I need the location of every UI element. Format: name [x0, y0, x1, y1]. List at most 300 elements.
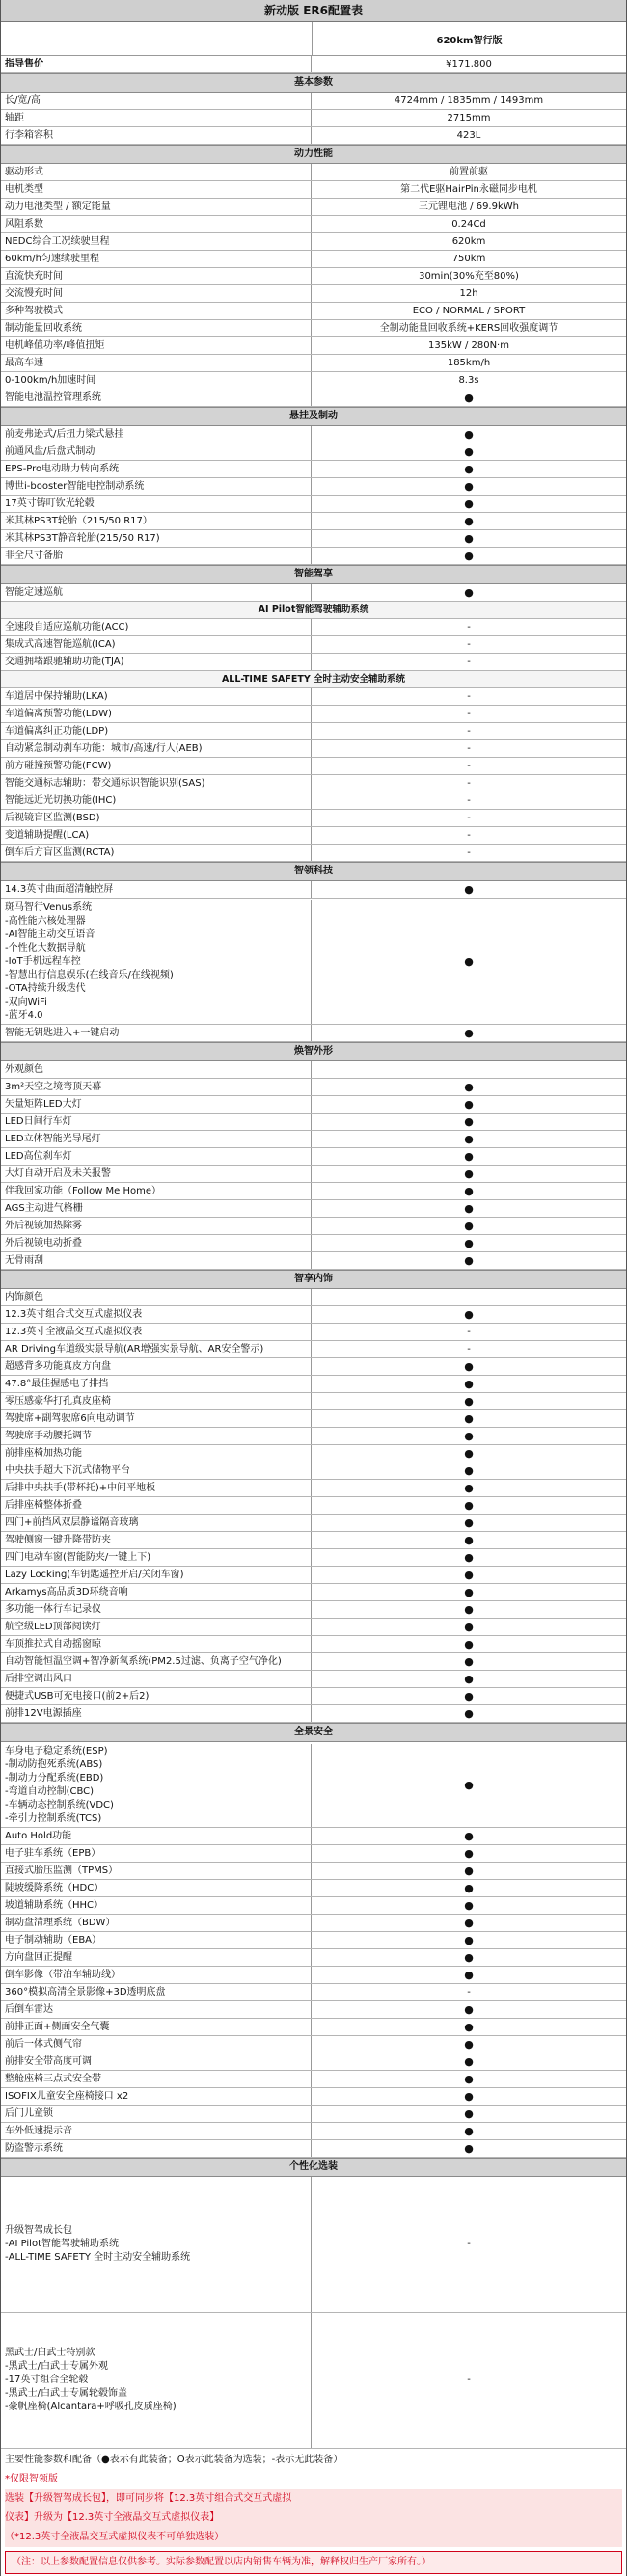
- spec-label: LED高位刹车灯: [1, 1148, 312, 1165]
- spec-label: 零压感豪华打孔真皮座椅: [1, 1393, 312, 1409]
- spec-label: 智能交通标志辅助：带交通标识智能识别(SAS): [1, 775, 312, 792]
- standard-dot: ●: [464, 1080, 474, 1093]
- standard-dot: ●: [464, 1307, 474, 1321]
- not-available-dash: -: [467, 2239, 471, 2249]
- standard-dot: ●: [464, 1359, 474, 1373]
- spec-row: [1, 1393, 626, 1410]
- standard-dot: ●: [464, 1706, 474, 1720]
- standard-dot: ●: [464, 1779, 474, 1791]
- spec-label: 智能电池温控管理系统: [1, 389, 312, 406]
- spec-row: [1, 2053, 626, 2071]
- spec-label: 外观颜色: [1, 1061, 312, 1078]
- spec-label: 直流快充时间: [1, 268, 312, 284]
- standard-dot: ●: [464, 2106, 474, 2120]
- spec-value: 0.24Cd: [451, 218, 486, 229]
- spec-value: 前置前驱: [450, 166, 488, 177]
- spec-row: [1, 1148, 626, 1166]
- spec-row: [1, 2106, 626, 2123]
- spec-label: Arkamys高品质3D环绕音响: [1, 1584, 312, 1600]
- not-available-dash: -: [467, 846, 471, 858]
- standard-dot: ●: [464, 1219, 474, 1232]
- model-header-row: [1, 22, 626, 56]
- spec-row: [1, 1445, 626, 1462]
- legend-note: 主要性能参数和配备（●表示有此装备；O表示此装备为选装；-表示无此装备）: [5, 2455, 343, 2465]
- spec-row: [1, 1183, 626, 1200]
- spec-row: [1, 740, 626, 758]
- spec-label: 车顶推拉式自动摇窗晾: [1, 1636, 312, 1652]
- spec-row: [1, 1462, 626, 1480]
- spec-row: [1, 389, 626, 407]
- spec-label: 伴我回家功能（Follow Me Home）: [1, 1183, 312, 1199]
- spec-row: [1, 530, 626, 548]
- standard-dot: ●: [464, 1968, 474, 1981]
- standard-dot: ●: [464, 1463, 474, 1477]
- spec-row: [1, 93, 626, 110]
- standard-dot: ●: [464, 531, 474, 545]
- spec-label: 风阻系数: [1, 216, 312, 232]
- spec-row: [1, 1252, 626, 1270]
- spec-row: [1, 584, 626, 602]
- standard-dot: ●: [464, 2054, 474, 2068]
- spec-value: 423L: [456, 129, 481, 141]
- subsection-header: ALL-TIME SAFETY 全时主动安全辅助系统: [1, 671, 626, 688]
- spec-label: 航空级LED顶部阅读灯: [1, 1619, 312, 1635]
- spec-label: 集成式高速智能巡航(ICA): [1, 636, 312, 653]
- standard-dot: ●: [464, 1950, 474, 1964]
- spec-row: [1, 881, 626, 899]
- spec-row: [1, 827, 626, 845]
- spec-label: LED日间行车灯: [1, 1114, 312, 1130]
- spec-label: 内饰颜色: [1, 1289, 312, 1305]
- spec-row: [1, 355, 626, 372]
- spec-label: 前排12V电源插座: [1, 1705, 312, 1722]
- standard-dot: ●: [464, 1097, 474, 1111]
- spec-label: 交流慢充时间: [1, 285, 312, 302]
- spec-label: 方向盘回正提醒: [1, 1949, 312, 1966]
- not-available-dash: -: [467, 1326, 471, 1337]
- spec-row: [1, 337, 626, 355]
- spec-label: 后排空调出风口: [1, 1671, 312, 1687]
- spec-row: [1, 2313, 626, 2449]
- spec-row: [1, 233, 626, 251]
- spec-row: [1, 619, 626, 636]
- page-title: 新动版 ER6配置表: [1, 0, 626, 22]
- spec-row: [1, 1428, 626, 1445]
- spec-label: 后门儿童锁: [1, 2106, 312, 2122]
- spec-row: [1, 1828, 626, 1845]
- spec-label: 车道偏离纠正功能(LDP): [1, 723, 312, 739]
- spec-label: 前排安全带高度可调: [1, 2053, 312, 2070]
- spec-row: [1, 1532, 626, 1549]
- spec-label: 制动能量回收系统: [1, 320, 312, 336]
- spec-label: 倒车影像（带泊车辅助线）: [1, 1967, 312, 1983]
- spec-label: ISOFIX儿童安全座椅接口 x2: [1, 2088, 312, 2105]
- standard-dot: ●: [464, 1184, 474, 1197]
- spec-row: [1, 1688, 626, 1705]
- standard-dot: ●: [464, 585, 474, 599]
- spec-row: [1, 1967, 626, 1984]
- spec-label: 车道偏离预警功能(LDW): [1, 706, 312, 722]
- spec-label: 自动智能恒温空调+智净新氧系统(PM2.5过滤、负离子空气净化): [1, 1653, 312, 1670]
- spec-row: [1, 1897, 626, 1915]
- spec-label: 17英寸铸叮钦光轮毂: [1, 496, 312, 512]
- footer: [1, 2449, 626, 2576]
- spec-label: 3m²天空之境弯顶天幕: [1, 1079, 312, 1095]
- spec-row: [1, 775, 626, 792]
- standard-dot: ●: [464, 427, 474, 441]
- standard-dot: ●: [464, 1568, 474, 1581]
- spec-row: [1, 478, 626, 496]
- standard-dot: ●: [464, 1533, 474, 1546]
- spec-row: [1, 1376, 626, 1393]
- spec-label: 米其林PS3T静音轮胎(215/50 R17): [1, 530, 312, 547]
- spec-label: 便捷式USB可充电接口(前2+后2): [1, 1688, 312, 1704]
- spec-label: AGS主动进气格栅: [1, 1200, 312, 1217]
- section-header: 动力性能: [1, 145, 626, 164]
- spec-value: [312, 1061, 626, 1078]
- not-available-dash: -: [467, 1343, 471, 1355]
- spec-row: [1, 706, 626, 723]
- standard-dot: ●: [464, 1637, 474, 1650]
- spec-label: 博世i-booster智能电控制动系统: [1, 478, 312, 495]
- spec-label: 驾驶侧窗一键升降带防夹: [1, 1532, 312, 1548]
- spec-row: [1, 2177, 626, 2313]
- standard-dot: ●: [464, 1602, 474, 1616]
- standard-dot: ●: [464, 2089, 474, 2103]
- standard-dot: ●: [464, 1689, 474, 1703]
- spec-label: 自动紧急制动刹车功能：城市/高速/行人(AEB): [1, 740, 312, 757]
- spec-value: 第二代E驱HairPin永磁同步电机: [400, 183, 537, 195]
- standard-dot: ●: [464, 1377, 474, 1390]
- standard-dot: ●: [464, 2020, 474, 2033]
- subsection-header: AI Pilot智能驾驶辅助系统: [1, 602, 626, 619]
- spec-row: [1, 1358, 626, 1376]
- spec-row: [1, 1880, 626, 1897]
- spec-row: [1, 2071, 626, 2088]
- spec-row: [1, 688, 626, 706]
- standard-dot: ●: [464, 1114, 474, 1128]
- spec-row: [1, 1515, 626, 1532]
- spec-row: [1, 654, 626, 671]
- spec-row: [1, 1584, 626, 1601]
- spec-row: [1, 845, 626, 862]
- spec-row: [1, 1549, 626, 1567]
- option-title: *仅限智领版: [5, 2474, 58, 2484]
- not-available-dash: -: [467, 760, 471, 771]
- spec-label: 智能定速巡航: [1, 584, 312, 601]
- spec-label: EPS-Pro电动助力转向系统: [1, 461, 312, 477]
- spec-label: 后视镜盲区监测(BSD): [1, 810, 312, 826]
- spec-value: 185km/h: [447, 357, 491, 368]
- spec-value: ECO / NORMAL / SPORT: [412, 305, 526, 316]
- spec-label: 坡道辅助系统（HHC）: [1, 1897, 312, 1914]
- spec-row: [1, 1480, 626, 1497]
- section-header: 智能驾享: [1, 565, 626, 584]
- spec-row: [1, 199, 626, 216]
- standard-dot: ●: [464, 1026, 474, 1039]
- not-available-dash: -: [467, 812, 471, 823]
- standard-dot: ●: [464, 1167, 474, 1180]
- spec-row: [1, 1025, 626, 1042]
- spec-label: 前通风盘/后盘式制动: [1, 443, 312, 460]
- spec-row: [1, 1289, 626, 1306]
- spec-label: 12.3英寸组合式交互式虚拟仪表: [1, 1306, 312, 1323]
- standard-dot: ●: [464, 1201, 474, 1215]
- spec-label: 智能远近光切换功能(IHC): [1, 792, 312, 809]
- spec-label: 整舱座椅三点式安全带: [1, 2071, 312, 2087]
- spec-row: [1, 1166, 626, 1183]
- standard-dot: ●: [464, 1236, 474, 1249]
- spec-label: 四门+前挡风双层静谧隔音玻璃: [1, 1515, 312, 1531]
- spec-label: 后排中央扶手(带杯托)+中间平地板: [1, 1480, 312, 1496]
- spec-value: 三元锂电池 / 69.9kWh: [418, 201, 519, 212]
- spec-label: 陡坡缓降系统（HDC）: [1, 1880, 312, 1896]
- spec-row: [1, 1863, 626, 1880]
- spec-row: [1, 1200, 626, 1218]
- standard-dot: ●: [464, 2141, 474, 2155]
- spec-row: [1, 320, 626, 337]
- standard-dot: ●: [464, 496, 474, 510]
- standard-dot: ●: [464, 462, 474, 475]
- spec-row: [1, 181, 626, 199]
- spec-label: 前排座椅加热功能: [1, 1445, 312, 1462]
- spec-value: 135kW / 280N·m: [428, 339, 509, 351]
- standard-dot: ●: [464, 882, 474, 896]
- not-available-dash: -: [467, 656, 471, 667]
- spec-label: 黑武士/白武士特别款 -黑武士/白武士专属外观 -17英寸组合全轮毂 -黑武士/白武士专属轮毂饰盖 -豪帆座椅(Alcantara+呼吸孔皮质座椅): [1, 2313, 312, 2448]
- spec-row: [1, 1341, 626, 1358]
- spec-label: 60km/h匀速续驶里程: [1, 251, 312, 267]
- standard-dot: ●: [464, 1253, 474, 1267]
- not-available-dash: -: [467, 1986, 471, 1998]
- standard-dot: ●: [464, 955, 474, 968]
- standard-dot: ●: [464, 1446, 474, 1460]
- spec-value: 620km: [451, 235, 486, 247]
- standard-dot: ●: [464, 1672, 474, 1685]
- standard-dot: ●: [464, 1898, 474, 1912]
- section-header: 智享内饰: [1, 1270, 626, 1289]
- spec-row: [1, 1235, 626, 1252]
- spec-row: [1, 810, 626, 827]
- standard-dot: ●: [464, 1846, 474, 1860]
- spec-label: 防盗警示系统: [1, 2140, 312, 2157]
- option-line: 仪表】升级为【12.3英寸全液晶交互式虚拟仪表】: [5, 2509, 622, 2528]
- spec-label: 前后一体式侧气帘: [1, 2036, 312, 2053]
- spec-label: 升级智驾成长包 -AI Pilot智能驾驶辅助系统 -ALL-TIME SAFETY 全时主动安全辅助系统: [1, 2177, 312, 2312]
- spec-label: 超感背多功能真皮方向盘: [1, 1358, 312, 1375]
- spec-label: 14.3英寸曲面超清触控屏: [1, 881, 312, 898]
- spec-row: [1, 1324, 626, 1341]
- spec-row: [1, 268, 626, 285]
- standard-dot: ●: [464, 1149, 474, 1163]
- standard-dot: ●: [464, 444, 474, 458]
- section-header: 智领科技: [1, 862, 626, 881]
- spec-row: [1, 1845, 626, 1863]
- spec-label: 电机类型: [1, 181, 312, 198]
- spec-row: [1, 303, 626, 320]
- spec-label: 车外低速提示音: [1, 2123, 312, 2139]
- spec-row: [1, 1932, 626, 1949]
- not-available-dash: -: [467, 829, 471, 841]
- spec-row: [1, 251, 626, 268]
- standard-dot: ●: [464, 479, 474, 493]
- standard-dot: ●: [464, 1864, 474, 1877]
- standard-dot: ●: [464, 1916, 474, 1929]
- spec-row: [1, 1984, 626, 2001]
- spec-label: 前排正面+侧面安全气囊: [1, 2019, 312, 2035]
- spec-row: [1, 1949, 626, 1967]
- spec-row: [1, 792, 626, 810]
- spec-label: 直接式胎压监测（TPMS）: [1, 1863, 312, 1879]
- spec-label: 轴距: [1, 110, 312, 126]
- spec-row: [1, 2001, 626, 2019]
- section-header: 悬挂及制动: [1, 407, 626, 426]
- standard-dot: ●: [464, 1550, 474, 1564]
- spec-label: 智能无钥匙进入+一键启动: [1, 1025, 312, 1041]
- spec-label: 交通拥堵跟驰辅助功能(TJA): [1, 654, 312, 670]
- spec-value: ¥171,800: [446, 58, 492, 69]
- spec-label: 电子制动辅助（EBA）: [1, 1932, 312, 1948]
- not-available-dash: -: [467, 621, 471, 632]
- standard-dot: ●: [464, 1498, 474, 1512]
- spec-label: 中央扶手超大下沉式储物平台: [1, 1462, 312, 1479]
- standard-dot: ●: [464, 1516, 474, 1529]
- spec-label: 外后视镜电动折叠: [1, 1235, 312, 1251]
- standard-dot: ●: [464, 1654, 474, 1668]
- spec-row: [1, 723, 626, 740]
- spec-value: 2715mm: [447, 112, 491, 123]
- spec-label: 外后视镜加热除雾: [1, 1218, 312, 1234]
- spec-row: [1, 1497, 626, 1515]
- spec-label: 47.8°最佳握感电子排挡: [1, 1376, 312, 1392]
- spec-row: [1, 513, 626, 530]
- spec-label: 驱动形式: [1, 164, 312, 180]
- spec-label: Auto Hold功能: [1, 1828, 312, 1844]
- section-header: 基本参数: [1, 73, 626, 93]
- spec-label: 多功能一体行车记录仪: [1, 1601, 312, 1618]
- spec-row: [1, 1636, 626, 1653]
- standard-dot: ●: [464, 2124, 474, 2137]
- spec-row: [1, 2140, 626, 2158]
- spec-label: 多种驾驶模式: [1, 303, 312, 319]
- spec-row: [1, 426, 626, 443]
- spec-label: 制动盘清理系统（BDW）: [1, 1915, 312, 1931]
- spec-label: 倒车后方盲区监测(RCTA): [1, 845, 312, 861]
- spec-label: 驾驶席+副驾驶席6向电动调节: [1, 1410, 312, 1427]
- spec-row: [1, 636, 626, 654]
- spec-row: [1, 2019, 626, 2036]
- section-header: 个性化选装: [1, 2158, 626, 2177]
- spec-label: 矢量矩阵LED大灯: [1, 1096, 312, 1113]
- standard-dot: ●: [464, 1411, 474, 1425]
- spec-row: [1, 372, 626, 389]
- standard-dot: ●: [464, 1394, 474, 1408]
- spec-row: [1, 1915, 626, 1932]
- not-available-dash: -: [467, 2375, 471, 2385]
- spec-label: 后倒车雷达: [1, 2001, 312, 2018]
- option-line: （*12.3英寸全液晶交互式虚拟仪表不可单独选装）: [5, 2528, 622, 2547]
- standard-dot: ●: [464, 1620, 474, 1633]
- not-available-dash: -: [467, 708, 471, 719]
- spec-row: [1, 1061, 626, 1079]
- spec-row: [1, 496, 626, 513]
- spec-row: [1, 2088, 626, 2106]
- spec-row: [1, 548, 626, 565]
- spec-label: AR Driving车道级实景导航(AR增强实景导航、AR安全警示): [1, 1341, 312, 1357]
- spec-label: 非全尺寸备胎: [1, 548, 312, 564]
- spec-label: 360°模拟高清全景影像+3D透明底盘: [1, 1984, 312, 2000]
- spec-value: [312, 1289, 626, 1305]
- spec-label: 驾驶席手动腰托调节: [1, 1428, 312, 1444]
- spec-value: 4724mm / 1835mm / 1493mm: [394, 94, 544, 106]
- spec-row: [1, 443, 626, 461]
- spec-label: 电机峰值功率/峰值扭矩: [1, 337, 312, 354]
- spec-row: [1, 56, 626, 73]
- standard-dot: ●: [464, 390, 474, 404]
- spec-label: 电子驻车系统（EPB）: [1, 1845, 312, 1862]
- spec-value: 750km: [451, 253, 486, 264]
- disclaimer: （注：以上参数配置信息仅供参考。实际参数配置以店内销售车辆为准，解释权归生产厂家所有。）: [5, 2551, 622, 2574]
- spec-row: [1, 1114, 626, 1131]
- spec-row: [1, 1653, 626, 1671]
- standard-dot: ●: [464, 1829, 474, 1842]
- spec-row: [1, 110, 626, 127]
- not-available-dash: -: [467, 690, 471, 702]
- spec-row: [1, 1567, 626, 1584]
- spec-label: 长/宽/高: [1, 93, 312, 109]
- spec-value: 8.3s: [458, 374, 479, 386]
- spec-label: 车道居中保持辅助(LKA): [1, 688, 312, 705]
- spec-label: 最高车速: [1, 355, 312, 371]
- not-available-dash: -: [467, 794, 471, 806]
- spec-row: [1, 1619, 626, 1636]
- spec-row: [1, 461, 626, 478]
- standard-dot: ●: [464, 2002, 474, 2016]
- spec-row: [1, 2036, 626, 2053]
- not-available-dash: -: [467, 742, 471, 754]
- spec-label: Lazy Locking(车钥匙遥控开启/关闭车窗): [1, 1567, 312, 1583]
- spec-row: [1, 127, 626, 145]
- spec-row: [1, 164, 626, 181]
- spec-label: 行李箱容积: [1, 127, 312, 144]
- spec-row: [1, 216, 626, 233]
- standard-dot: ●: [464, 2037, 474, 2051]
- not-available-dash: -: [467, 777, 471, 789]
- spec-label: 无骨雨刮: [1, 1252, 312, 1269]
- spec-row: [1, 1601, 626, 1619]
- not-available-dash: -: [467, 638, 471, 650]
- spec-label: 变道辅助提醒(LCA): [1, 827, 312, 844]
- spec-row: [1, 1131, 626, 1148]
- spec-label: 12.3英寸全液晶交互式虚拟仪表: [1, 1324, 312, 1340]
- spec-label: 四门电动车窗(智能防夹/一键上下): [1, 1549, 312, 1566]
- spec-row: [1, 1096, 626, 1114]
- spec-label: 前麦弗逊式/后扭力梁式悬挂: [1, 426, 312, 443]
- spec-label: NEDC综合工况续驶里程: [1, 233, 312, 250]
- standard-dot: ●: [464, 1132, 474, 1145]
- spec-row: [1, 1218, 626, 1235]
- standard-dot: ●: [464, 2072, 474, 2085]
- not-available-dash: -: [467, 725, 471, 737]
- spec-row: [1, 758, 626, 775]
- spec-label: 大灯自动开启及未关报警: [1, 1166, 312, 1182]
- spec-row: [1, 1306, 626, 1324]
- spec-label: LED立体智能光导尾灯: [1, 1131, 312, 1147]
- spec-row: [1, 1705, 626, 1723]
- spec-label: 车身电子稳定系统(ESP) -制动防抱死系统(ABS) -制动力分配系统(EBD) -弯道自动控制(CBC) -车辆动态控制系统(VDC) -牵引力控制系统(TCS): [1, 1744, 312, 1827]
- standard-dot: ●: [464, 1933, 474, 1946]
- standard-dot: ●: [464, 549, 474, 562]
